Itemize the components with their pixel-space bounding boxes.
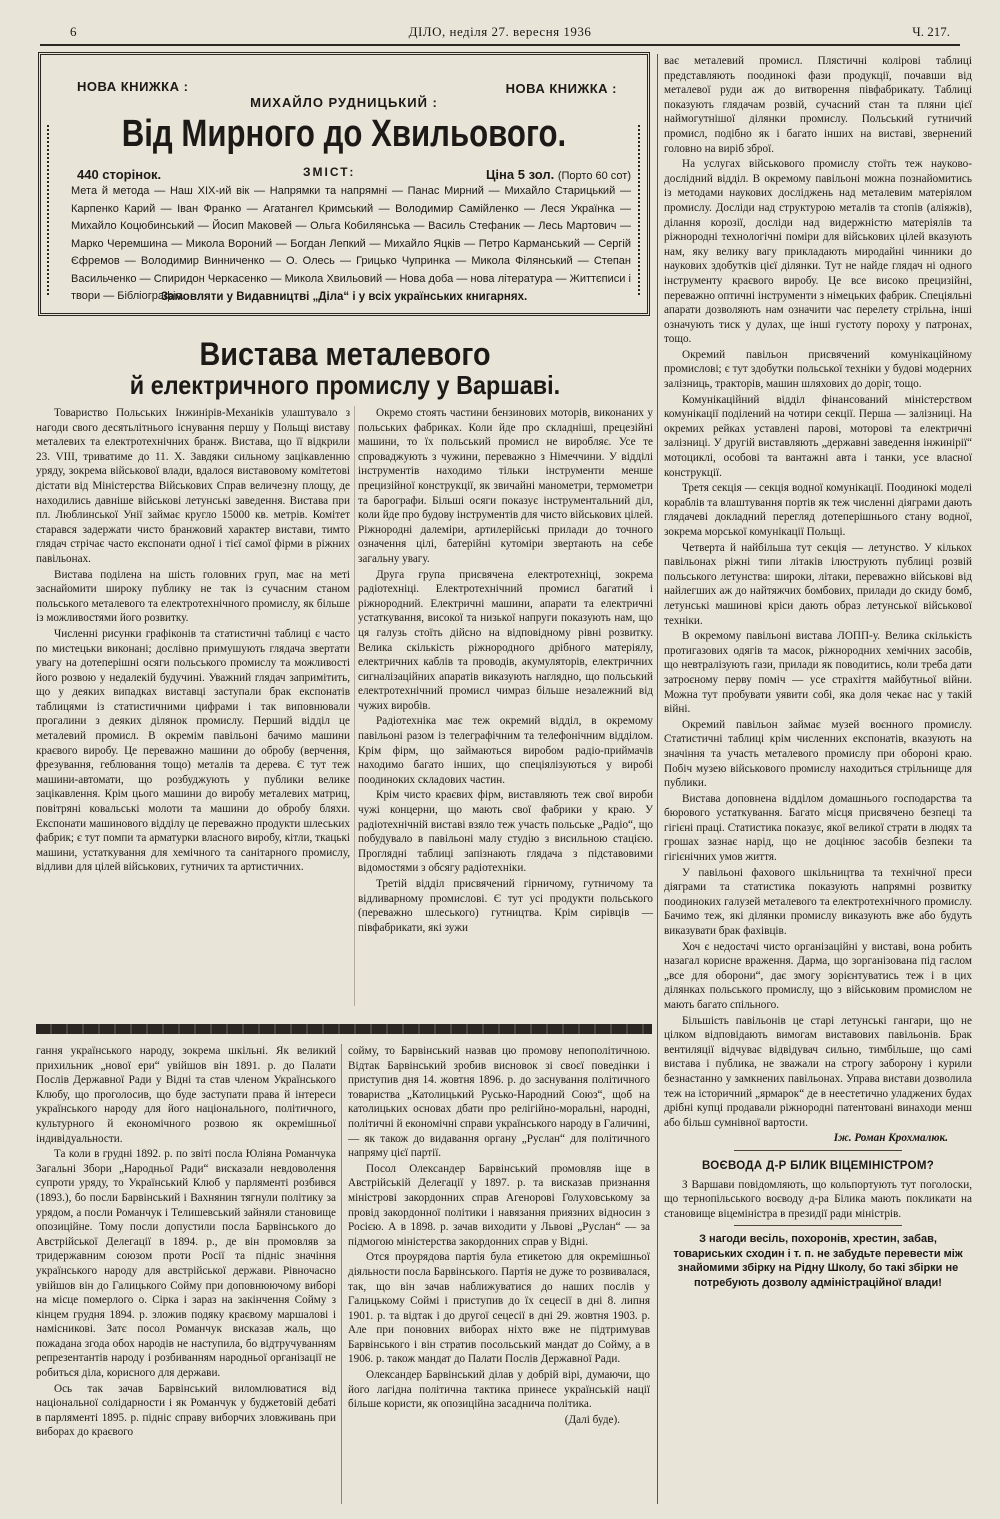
article-paragraph: Більшість павільонів це старі летунські гангари, що не цілком відповідають вимогам виставових павільонів. Брак вентиляції відчуває відвідувач сильно, тимбільше, що самі вистава і публика, не зважали на строгу заборону і курили безнастанно у замкнених павільонах. Управа вистави дозволила теж на історичний „ярмарок“ де в неестетично уладжених будах дрібні купці продавали ріжнородні патентовані винаходи менш або більш сумнівної вартости. — [664, 1014, 972, 1129]
article-paragraph: Окремий павільон присвячений комунікаційному промислові; є тут здобутки польської техніки у будові модерних залізниць, тракторів, машин шляхових до доріг, тощо. — [664, 348, 972, 391]
ad-page-count: 440 сторінок. — [77, 167, 162, 182]
history-column-2 — [348, 1044, 650, 1504]
article-column-1 — [36, 406, 350, 1006]
article-paragraph: Третій відділ присвячений гірничому, гутничому та відливарному промислові. Є тут усі продукти польського (переважно шлеського) гутництва. Крім сирівців — півфабрикати, які зужи — [358, 878, 653, 934]
ad-price-value: Ціна 5 зол. — [485, 167, 555, 182]
article-paragraph: Окремо стоять частини бензинових моторів, виконаних у польських фабриках. Коли йде про складніші, прецезійні машини, то їх польський промисл не виробляє. Усе те спроваджують з чужини, переважно з Німеччини. У відділі інструментів находимо тільки інструменти менше прецизійної конструкції, як звичайні манометри, термометри та барографи. Більші осяги показує інструментальний діл, коли йде про будову інструментів для чисто військових цілей. Ріжнородні далеміри, артилерійські прилади до точного означення цілі, батерійні кутоміри звертають на себе загальну увагу. — [358, 407, 653, 565]
ad-postage: (Порто 60 сот) — [557, 170, 631, 182]
article-column-2 — [358, 406, 653, 1006]
running-header — [40, 24, 960, 44]
article-headline-line1: Вистава металевого — [199, 336, 491, 372]
article-paragraph: Радіотехніка має теж окремий відділ, в окремому павільоні разом із телеграфічним та телефонічним відділом. Крім фірм, що займаються виробом радіо-приймачів находимо багато інших, що спеціялізуються у виробі поодиноких складових частин. — [358, 715, 653, 786]
history-paragraph: Ось так зачав Барвінський виломлюватися від національної солідарности і як Романчук у буджетовій дебаті в парляменті 1895. р. підніс справу виборчих зловживань при виборах до краєвого — [36, 1382, 336, 1439]
ad-kicker-right: НОВА КНИЖКА : — [505, 81, 617, 96]
ad-order-line: Замовляти у Видавництві „Діла“ і у всіх українських книгарнях. — [160, 291, 528, 303]
history-paragraph: гання українського народу, зокрема шкільні. Як великий прихильник „нової ери“ увійшов він 1891. р. до Палати Послів Державної Ради у Відні та став членом Українського Клюбу, що проголосив, що буде заступати права й інтереси українського народу для його національного, політичного, культурного й економічного розвою як окремішньої індивідуальности. — [36, 1045, 336, 1145]
header-rule — [40, 44, 960, 46]
ad-contents-label: ЗМІСТ: — [303, 165, 356, 179]
article-paragraph: Окремий павільон займає музей воєнного промислу. Статистичні таблиці крім численних експонатів, вказують на значіння та участь металевого промислу при обороні краю. Побіч музею військового промислу находиться стрільнище для публики. — [664, 718, 972, 790]
history-paragraph: Отся проурядова партія була етикетою для окремішньої діяльности посла Барвінського. Партія не дуже то розвивалася, так, що він зачав наближуватися до наших послів у Галицькому Соймі і приступив до їх сецесії в дні 8. липня 1901. р. та відтак і до другої сецесії в дні 29. жовтня 1903. р. Але при поновних виборах ніхто вже не підтримував Барвінського і він стратив посольський мандат до Сойму, а в 1906. р. також мандат до Палати Послів Державної Ради. — [348, 1251, 650, 1366]
article-paragraph: Комунікаційний відділ фінансований міністерством комунікації поділений на чотири секції. Перша — залізниці. На окремих рейках уставлені парові, моторові та електричні залізниці. У другій виставляють „державні заведення інжинірії“ мотоциклі, особові та вантажні авта і танки, усе власної конструкції. — [664, 393, 972, 479]
ad-border-dots-left — [47, 125, 50, 295]
section-rule — [734, 1150, 902, 1151]
article-paragraph: У павільоні фахового шкільництва та технічної преси діяграми та статистика показують напрямні розвитку поодиноких галузей металевого та електротехнічного промислу. Бачимо теж, які ділянки промислу виказують вже або будуть виказувати брак фахівців. — [664, 866, 972, 938]
ad-price — [486, 167, 631, 182]
history-paragraph: Олександер Барвінський ділав у добрій вірі, думаючи, що його лагідна політична тактика принесе українській нації більше користи, як опозиційна засаднича політика. — [348, 1369, 650, 1411]
article-paragraph: Хоч є недостачі чисто організаційні у виставі, вона робить назагал корисне враження. Дарма, що зорганізована під гаслом „все для оборони“, дає змогу зорієнтуватись теж і в цих ділянках польського промислу, що з військовим промислом не мають багато спільного. — [664, 940, 972, 1011]
ad-border-dots-right — [638, 125, 641, 295]
article-paragraph: Друга група присвячена електротехніці, зокрема радіотехніці. Електротехнічний промисл багатий і ріжнородний. Електричні машини, апарати та електричні устаткування, високої та низької напруги показують нам, що ця галузь стоїть дійсно на відповідному рівні розвитку. Велика скількість ріжнородного дрібного матеріялу, електричних каблів та проводів, акумуляторів, електричних сигналізаційних апаратів виказують наглядно, що польський електротехнічний промисл чимраз більше незалежний від чужих виробів. — [358, 568, 653, 712]
ad-author: МИХАЙЛО РУДНИЦЬКИЙ : — [250, 95, 438, 110]
section-rule — [734, 1225, 902, 1226]
history-column-1 — [36, 1044, 336, 1504]
history-paragraph: Посол Олександер Барвінський промовляв іще в Австрійській Делегації у 1897. р. та висказав признання міністрові закордонних справ Агеноровi Голуховському за провід закордонної політики і навязання приязних відносин з Росією. А в 1898. р. зачав виходити у Львові „Руслан“ — за підмогою міністерства закордонних справ у Відні. — [348, 1162, 650, 1248]
article-paragraph: В окремому павільоні вистава ЛОПП-у. Велика скількість протигазових одягів та масок, ріжнородних хемічних засобів, що невтралізують гази, прилади як поводитись, коли треба дати затроєному перву поміч — усе страхіття майбутньої війни. Можна тут пробувати уявити собі, яка доля чекає нас у такій війні. — [664, 630, 972, 716]
news-body: З Варшави повідомляють, що кольпортують тут поголоски, що тернопільського воєводу д-ра Білика мають покликати на становище віцеміністра в президії ради міністрів. — [664, 1178, 972, 1220]
ad-contents-list: Мета й метода — Наш XIX-ий вік — Напрямки та напрямні — Панас Мирний — Михайло Старицький — Карпенко Карий — Іван Франко — Агатангел Кримський — Володимир Самійленко — Леся Українка — Михайло Коцюбинський — Йосип Маковей — Ольга Кобилянська — Василь Стефаник — Лесь Мартович — Марко Черемшина — Микола Вороний — Богдан Лепкий — Михайло Яцків — Петро Карманський — Сергій Єфремов — Володимир Винниченко — О. Олесь — Грицько Чупринка — Микола Філянський — Степан Васильченко — Спиридон Черкасенко — Микола Хвильовий — Нова доба — нова література — Життєписи і твори — Бібліографія. — [71, 185, 631, 302]
article-column-3 — [664, 54, 972, 1504]
ad-kicker-left: НОВА КНИЖКА : — [77, 79, 189, 94]
article-paragraph: Товариство Польських Інжинірів-Механіків улаштувало з нагоди свого десятьлітнього існування першу у Польщі виставу металевих та електротехнічних бранж. Вистава, що її відкрили 23. VIII, триватиме до 11. X. Завдяки сильному зацікавленню уряду, зокрема військової влади, вдалося виставовому комітетові дістати від Міністерства Військових Справ величезну площу, де находились давніше військові летунські заведення. Вистава при пл. Люблинської Унії займає кругло 15000 кв. метрів. Комітет старався задержати чисто бранжовий характер вистави, тимто глядач стрічає часто експонати одної і тієї самої фірми в ріжних павільонах. — [36, 407, 350, 565]
book-advertisement — [38, 52, 650, 316]
article-paragraph: Четверта й найбільша тут секція — летунство. У кількох павільонах ріжні типи літаків ілюструють публиці розвій польського летунства: широки, літаки, переважно військові від найлегших аж до найтяжчих бомбових, прилади до скиду бомб, летунські машинові кріси дають образ летунської військової техніки. — [664, 541, 972, 627]
article-paragraph: Вистава доповнена відділом домашнього господарства та бюрового устаткування. Багато місця присвячено безпеці та гігієні праці. Статистика показує, якої великої страти в людях та грошах зазнає нарід, що не доцінює засобів безпеки та гігієнічних умов життя. — [664, 792, 972, 864]
right-column-rule — [657, 54, 658, 1504]
article-headline-line2: й електричного промислу у Варшаві. — [129, 370, 561, 400]
bottom-column-rule — [341, 1044, 342, 1504]
article-paragraph: Третя секція — секція водної комунікації. Поодинокі моделі кораблів та влаштування портів як теж численні діяграми дають глядачеві докладний перегляд дотеперішнього стану водної, зокрема морської комунікації Польщі. — [664, 482, 972, 538]
history-paragraph: сойму, то Барвінський назвав цю промову непополітичною. Відтак Барвінський зробив висновок зі своєї поведінки і приступив дня 14. жовтня 1896. р. до заснування політичного товариства „Католицький Русько-Народний Союз“, щоб на католицьких основах дбати про релігійно-моральні, народні, політичні й економічні справи українського народу в Галичині, — як також до видавання органу „Руслан“ для політичного напряму цієї партії. — [348, 1045, 650, 1160]
to-be-continued: (Далі буде). — [564, 1413, 620, 1426]
section-divider — [36, 1024, 652, 1034]
article-paragraph: Вистава поділена на шість головних груп, має на меті заснайомити широку публику не так із сучасним станом польського металевого та електротехнічного промислу, як більше із можливостями його розвитку. — [36, 568, 350, 625]
school-collection-notice: З нагоди весіль, похоронів, хрестин, забав, товариських сходин і т. п. не забудьте перевести між знайомими збірку на Рідну Школу, бо такі збірки не потребують дозволу адміністраційної влади! — [673, 1233, 963, 1289]
masthead: ДІЛО, неділя 27. вересня 1936 — [408, 24, 592, 39]
column-rule — [354, 406, 355, 1006]
page-number: 6 — [70, 24, 77, 39]
article-paragraph: Численні рисунки графіконів та статистичні таблиці є часто по мистецьки виконані; дослівно примушують глядача звертати увагу на дотеперішні осяги польського промислу та можливості його розвою у недалекій будучині. Уважний глядач запримітить, що у деяких випадках виставці заступали брак експонатів таблицями із статистичними цифрами і так виповнювали прогалини з деяких ділянок промислу. Перший відділ це металевий промисл. В окремім павільоні бачимо машини краєвого виробу. Це переважно машини до обробу (верчення, фрезування, геблювання тощо) металів та дерева. Є тут теж машини-автомати, що розбуджують у публики велике зацікавлення. Крім цього машини до виробу металевих матриц, повітряні ковальські молоти та машини до обробу бляхи. Експонати машинового відділу це переважно продукти шлеських фабрик; є тут помпи та арматурки власного виробу, кітли, ткацькі машини, устаткування для хемічного та санітарного промислу, відливи для цілей військових, гутничих та артистичних. — [36, 627, 350, 874]
ad-book-title: Від Мирного до Хвильового. — [121, 113, 567, 155]
article-paragraph: На услугах військового промислу стоїть теж науково-дослідний відділ. В окремому павільоні можна познайомитись із методами наукових досліджень над металевим матеріялом промислу. Досліди над структурою металів та стопів (аліяжів), ділання корозії, досліди над видержністю матеріялів та ріжнородні технологічні поміри для військових цілей вказують нам, яку велику вагу прикладають миродайні чинники до наукових здобутків цієї ділянки. Тут не найде глядач ні одного інструменту краєвого виробу. Це все високо прецизійні, переважно оптичні інструменти з німецьких фабрик. Спеціяльні апарати дозволяють нам означити час перелету стрільна, інші означують тиск у дулах, ще інші густоту пороху у патронах, тощо. — [664, 158, 972, 346]
article-signature: Іж. Роман Крохмалюк. — [833, 1132, 948, 1145]
issue-number: Ч. 217. — [912, 24, 950, 39]
history-paragraph: Та коли в грудні 1892. р. по звіті посла Юліяна Романчука Загальні Збори „Народньої Ради“ висказали невдоволення супроти уряду, то Український Клюб у парляменті розбився (1893.), бо посли Барвінський і Вахнянин тягнули політику за урядом, а посли Романчук і Телишевський зайняли становище опозиційне. Тому посли допустили посла Барвінського до Австрійської Делегації в 1894. р., де він промовляв за тридержавним союзом проти Росії та підніс значіння українського народу для австрійської держави. Рівночасно увійшов він до Галицького Сойму при доповнюючому виборі на місце померлого о. Сірка і зараз на закінчення Сойму з кінцем грудня 1894. р. зложив подяку краєвому маршалові і намісникові. Затє посол Романчук висказав жаль, що пожадана згода обох народів не наступила, бо відтручуванням репрезентантів народу і розбиванням народньої організації не робиться діла, корисного для держави. — [36, 1148, 336, 1380]
article-paragraph: Крім чисто краєвих фірм, виставляють теж свої вироби чужі концерни, що мають свої фабрики у краю. У радіотехнічній виставі взяло теж участь польське „Радіо“, що побудувало в павільоні малу студію з висильною стацією. Проглядні таблиці запізнають глядача з підставовими відомостями з обсягу радіотехніки. — [358, 789, 653, 875]
article-paragraph: ває металевий промисл. Плястичні колірові таблиці представляють поодинокі фази продукції, почавши від металевої руди аж до витворення півфабрикату. Таблиці показують глядачам розвій, сучасний стан та пляни цієї наймогутнішої ділянки промислу. Польський гутничий промисл, подібно як і багато інших на виставі, звернений головно на виріб зброї. — [664, 55, 972, 155]
news-headline: ВОЄВОДА Д-Р БІЛИК ВІЦЕМІНІСТРОМ? — [701, 1159, 935, 1172]
